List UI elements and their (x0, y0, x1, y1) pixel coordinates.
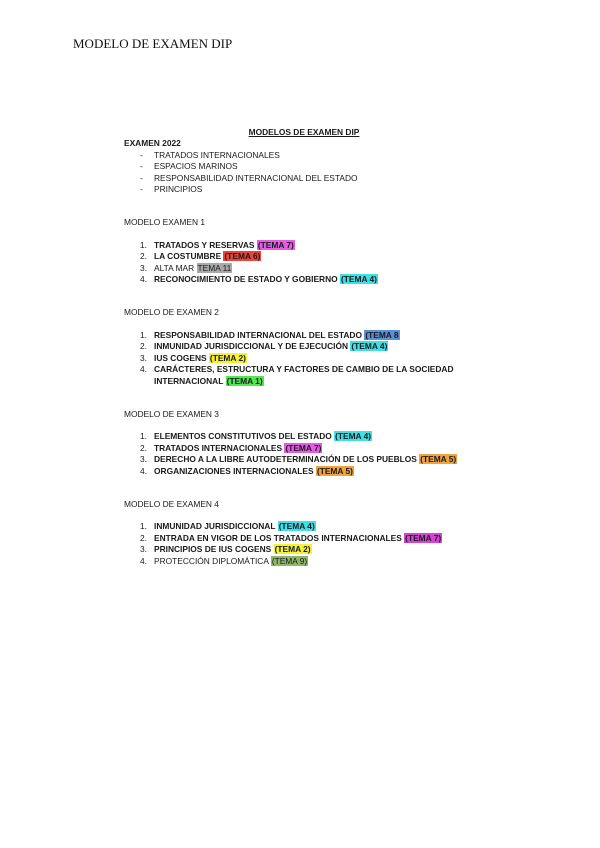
model-question (124, 521, 484, 532)
model-question (124, 274, 484, 285)
question-text: TRATADOS INTERNACIONALES (154, 442, 283, 453)
question-text: ENTRADA EN VIGOR DE LOS TRATADOS INTERNACIONALES (154, 532, 402, 543)
tema-tag: (TEMA 2) (209, 352, 246, 363)
question-number: 1. (140, 521, 147, 532)
exam-2022-topic (124, 161, 484, 172)
model-question (124, 454, 484, 465)
question-number: 2. (140, 532, 147, 543)
question-text: PRINCIPIOS DE IUS COGENS (154, 544, 272, 555)
question-text: PROTECCIÓN DIPLOMÁTICA (154, 555, 269, 566)
model-question (124, 251, 484, 262)
exam-2022-topic (124, 173, 484, 184)
question-number: 3. (140, 544, 147, 555)
tema-tag: (TEMA 5) (420, 454, 457, 465)
tema-tag: (TEMA 4) (340, 274, 377, 285)
tema-tag: (TEMA 6) (224, 251, 261, 262)
exam-2022-topic (124, 150, 484, 161)
question-number: 3. (140, 262, 147, 273)
question-text: RECONOCIMIENTO DE ESTADO Y GOBIERNO (154, 274, 338, 285)
model-question (124, 330, 484, 341)
question-text: ELEMENTOS CONSTITUTIVOS DEL ESTADO (154, 431, 332, 442)
topic-text: PRINCIPIOS (154, 184, 203, 195)
tema-tag: (TEMA 9) (271, 555, 308, 566)
tema-tag: (TEMA 1) (226, 375, 263, 386)
question-text: INMUNIDAD JURISDICCIONAL (154, 521, 276, 532)
tema-tag: (TEMA 8 (365, 329, 399, 340)
model-question-list (124, 521, 484, 567)
model-title: MODELO DE EXAMEN 3 (124, 408, 219, 419)
model-question (124, 443, 484, 454)
model-question (124, 263, 484, 274)
document-title: MODELOS DE EXAMEN DIP (248, 127, 360, 137)
model-question (124, 240, 484, 251)
tema-tag: TEMA 11 (197, 262, 232, 273)
question-text: IUS COGENS (154, 352, 207, 363)
question-number: 2. (140, 341, 147, 352)
model-title: MODELO DE EXAMEN 2 (124, 307, 219, 318)
tema-tag: (TEMA 7) (405, 532, 442, 543)
question-text: RESPONSABILIDAD INTERNACIONAL DEL ESTADO (154, 329, 362, 340)
question-text: LA COSTUMBRE (154, 251, 222, 262)
question-number: 2. (140, 251, 147, 262)
model-question (124, 341, 484, 352)
model-question (124, 533, 484, 544)
tema-tag: (TEMA 4) (335, 431, 372, 442)
model-title: MODELO DE EXAMEN 4 (124, 498, 219, 509)
topic-text: RESPONSABILIDAD INTERNACIONAL DEL ESTADO (154, 172, 358, 183)
model-question (124, 353, 484, 364)
question-number: 4. (140, 555, 147, 566)
exam-models (124, 217, 484, 567)
model-question-list (124, 240, 484, 286)
exam-2022-topic (124, 184, 484, 195)
topic-text: ESPACIOS MARINOS (154, 161, 238, 172)
model-question (124, 364, 484, 387)
model-question-list (124, 431, 484, 477)
question-number: 1. (140, 329, 147, 340)
list-bullet: - (140, 149, 143, 160)
question-text: TRATADOS Y RESERVAS (154, 239, 255, 250)
exam-2022-title: EXAMEN 2022 (124, 138, 181, 149)
document-body (124, 127, 484, 567)
page-header: MODELO DE EXAMEN DIP (73, 36, 233, 51)
question-text: ORGANIZACIONES INTERNACIONALES (154, 465, 314, 476)
question-text: CARÁCTERES, ESTRUCTURA Y FACTORES DE CAMBIO DE LA SOCIEDAD INTERNACIONAL (154, 364, 454, 386)
tema-tag: (TEMA 2) (274, 544, 311, 555)
model-question (124, 431, 484, 442)
tema-tag: (TEMA 7) (257, 239, 294, 250)
question-text: DERECHO A LA LIBRE AUTODETERMINACIÓN DE LOS PUEBLOS (154, 454, 417, 465)
list-bullet: - (140, 161, 143, 172)
list-bullet: - (140, 184, 143, 195)
topic-text: TRATADOS INTERNACIONALES (154, 149, 280, 160)
question-number: 4. (140, 364, 147, 375)
tema-tag: (TEMA 4) (351, 341, 388, 352)
question-number: 4. (140, 274, 147, 285)
tema-tag: (TEMA 7) (285, 442, 322, 453)
question-number: 1. (140, 431, 147, 442)
tema-tag: (TEMA 4) (278, 521, 315, 532)
model-question (124, 544, 484, 555)
model-question (124, 466, 484, 477)
question-number: 2. (140, 442, 147, 453)
question-text: ALTA MAR (154, 262, 195, 273)
model-question-list (124, 330, 484, 387)
tema-tag: (TEMA 5) (316, 465, 353, 476)
question-number: 3. (140, 454, 147, 465)
question-text: INMUNIDAD JURISDICCIONAL Y DE EJECUCIÓN (154, 341, 349, 352)
question-number: 4. (140, 465, 147, 476)
list-bullet: - (140, 172, 143, 183)
model-title: MODELO EXAMEN 1 (124, 217, 205, 228)
question-number: 3. (140, 352, 147, 363)
question-number: 1. (140, 239, 147, 250)
model-question (124, 556, 484, 567)
exam-2022-topic-list (124, 150, 484, 196)
